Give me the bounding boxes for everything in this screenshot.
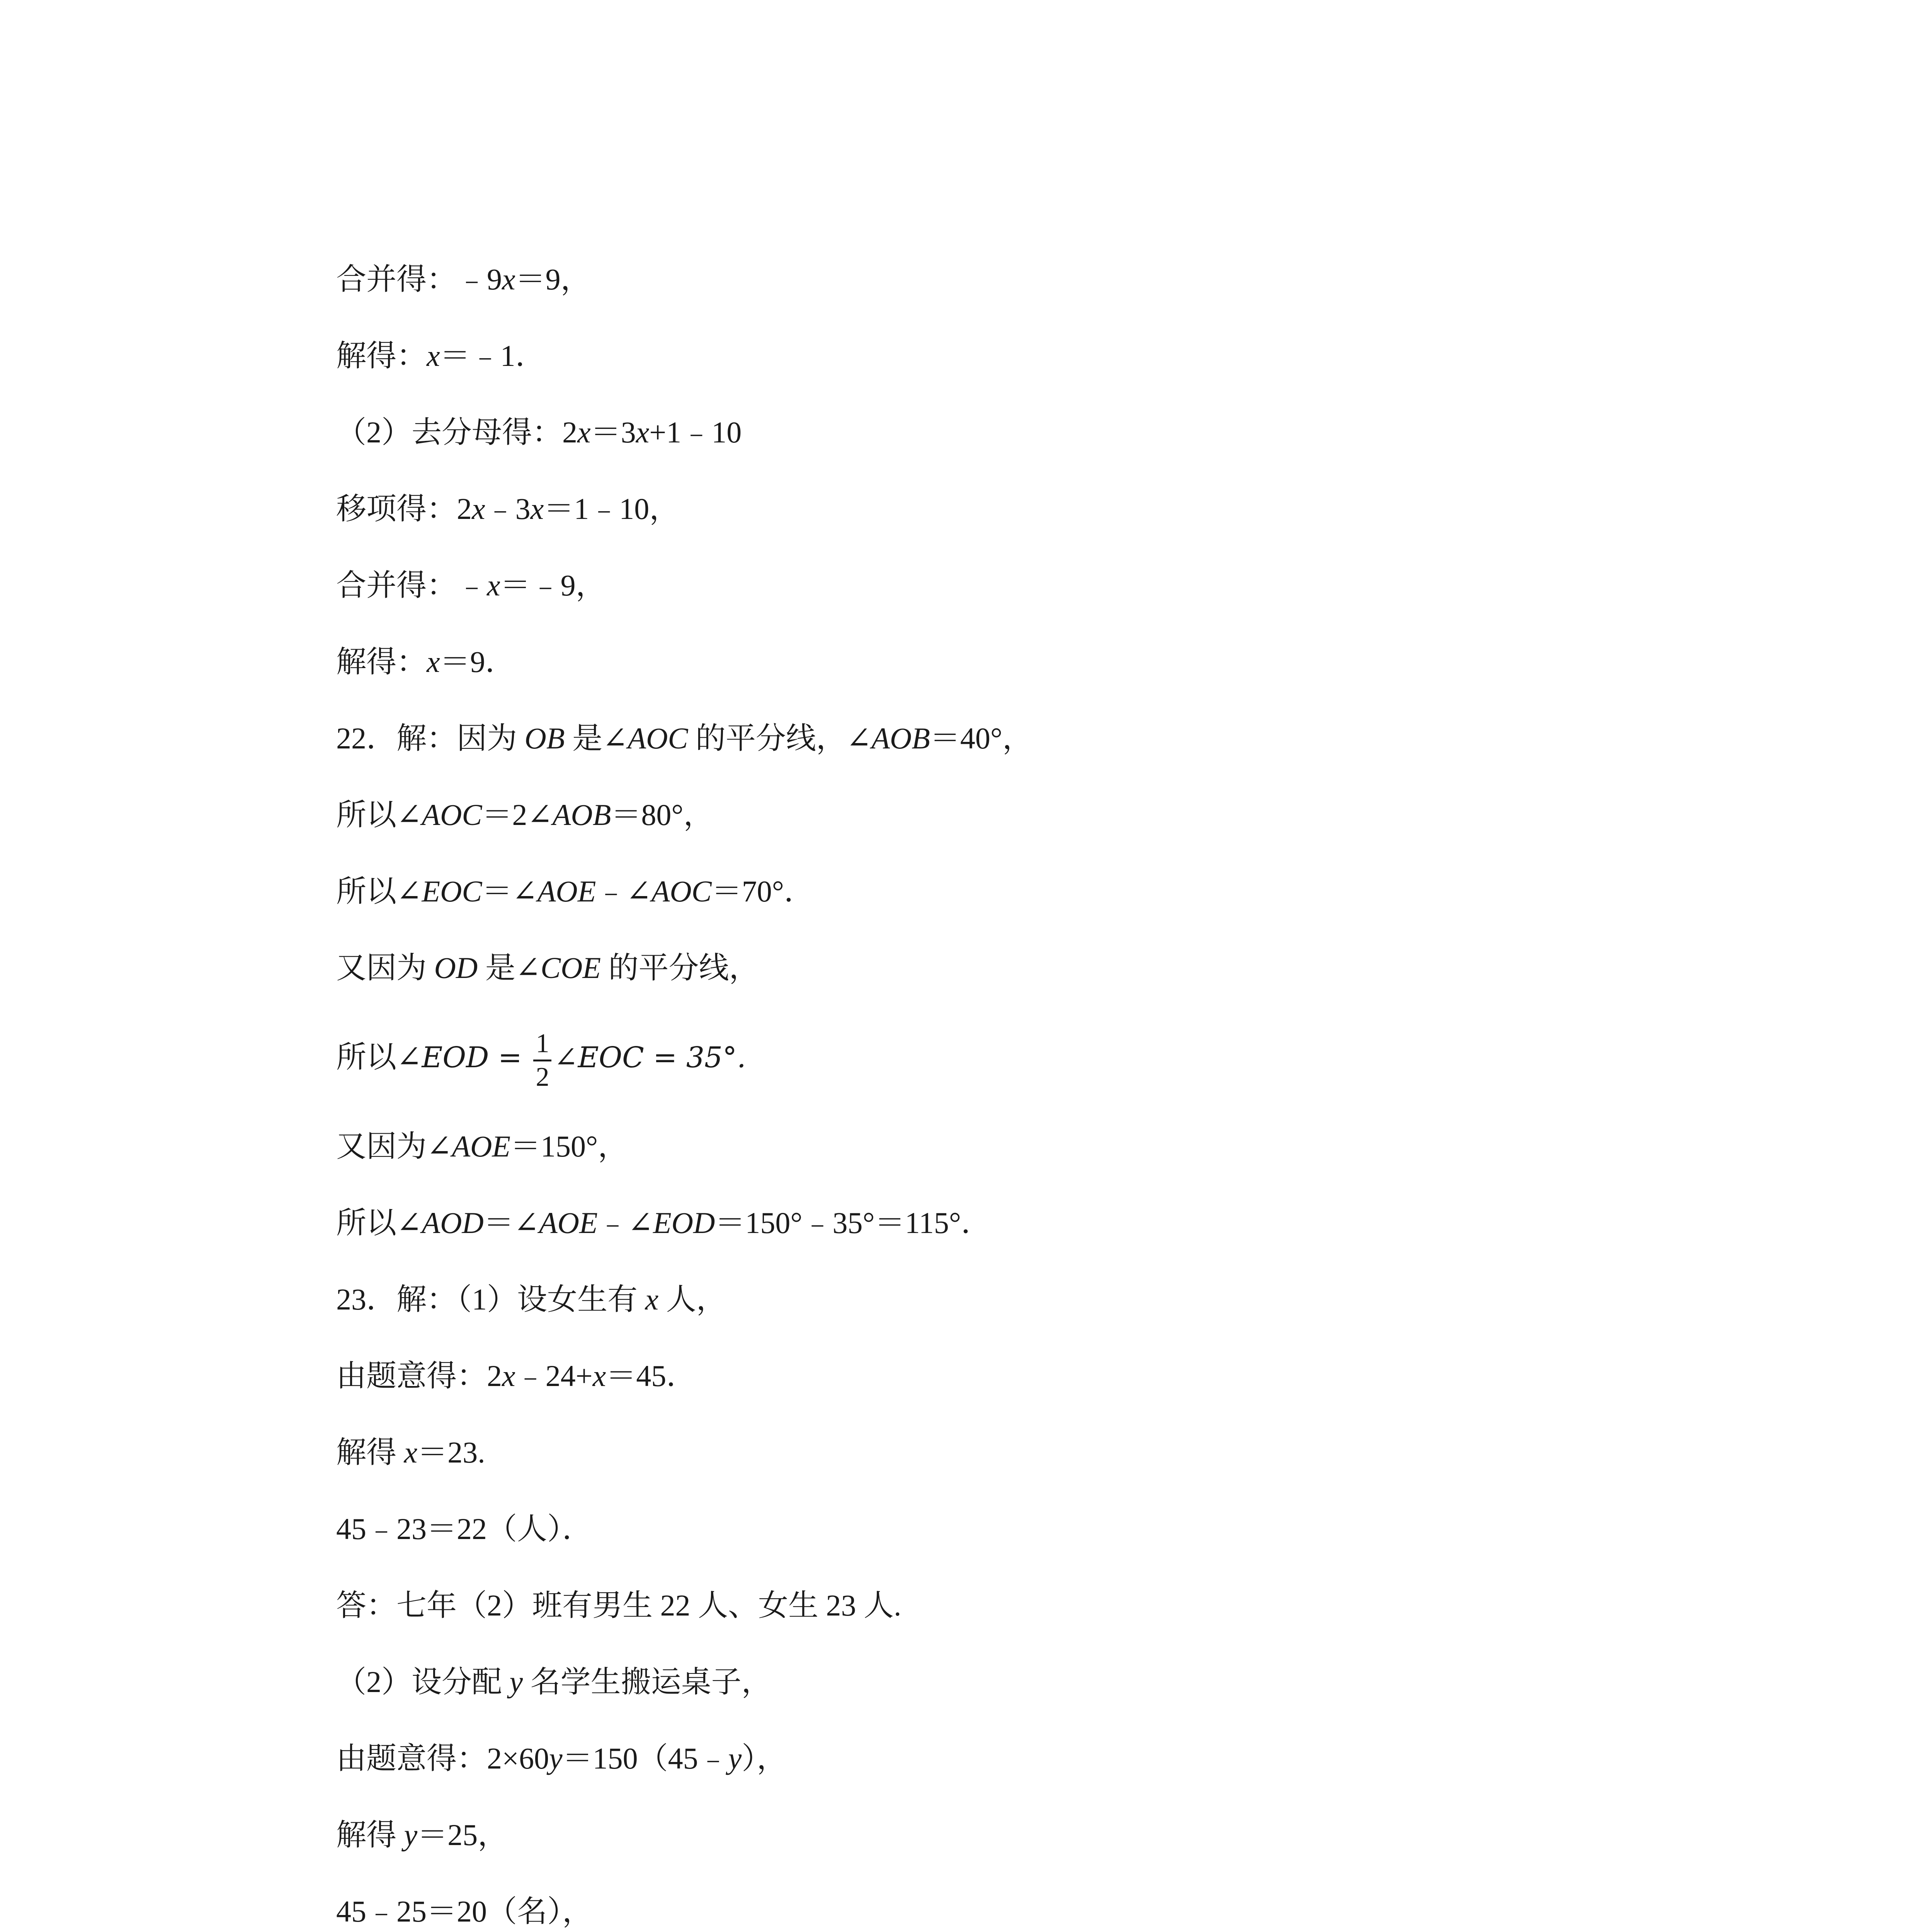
line-04: 移项得：2x﹣3x＝1﹣10，: [336, 492, 680, 526]
line-07: 22．解：因为 OB 是∠AOC 的平分线，∠AOB＝40°，: [336, 721, 1033, 755]
line-13: 所以∠AOD＝∠AOE﹣∠EOD＝150°﹣35°＝115°．: [336, 1206, 992, 1240]
line-20: 由题意得：2×60y＝150（45﹣y），: [336, 1742, 787, 1775]
line-16: 解得 x＝23.: [336, 1435, 485, 1469]
line-19: （2）设分配 y 名学生搬运桌子，: [336, 1665, 772, 1699]
line-06: 解得：x＝9．: [336, 645, 515, 679]
fraction-denominator: 2: [536, 1062, 549, 1092]
line-03: （2）去分母得：2x＝3x+1﹣10: [336, 415, 742, 449]
line-15: 由题意得：2x﹣24+x＝45．: [336, 1359, 697, 1393]
line-14: 23．解：（1）设女生有 x 人，: [336, 1282, 726, 1316]
line-08: 所以∠AOC＝2∠AOB＝80°，: [336, 798, 714, 832]
line-22: 45﹣25＝20（名），: [336, 1895, 593, 1928]
line-10: 又因为 OD 是∠COE 的平分线，: [336, 951, 759, 985]
line-18: 答：七年（2）班有男生 22 人、女生 23 人.: [336, 1588, 902, 1622]
line-01: 合并得：﹣9x＝9，: [336, 262, 591, 296]
line-09: 所以∠EOC＝∠AOE﹣∠AOC＝70°．: [336, 874, 814, 908]
line-11-fraction: 所以∠EOD = $\frac{1}{2}$ ∠EOC = 35°.: [336, 1006, 1604, 1108]
line-12: 又因为∠AOE＝150°，: [336, 1129, 628, 1163]
line-05: 合并得：﹣x＝﹣9，: [336, 568, 606, 602]
line-02: 解得：x＝﹣1．: [336, 339, 546, 372]
fraction-numerator: 1: [533, 1028, 551, 1061]
line-21: 解得 y＝25，: [336, 1818, 508, 1852]
line-17: 45﹣23＝22（人）．: [336, 1512, 593, 1546]
fraction: [533, 1028, 551, 1093]
solution-text: [336, 241, 1604, 1932]
